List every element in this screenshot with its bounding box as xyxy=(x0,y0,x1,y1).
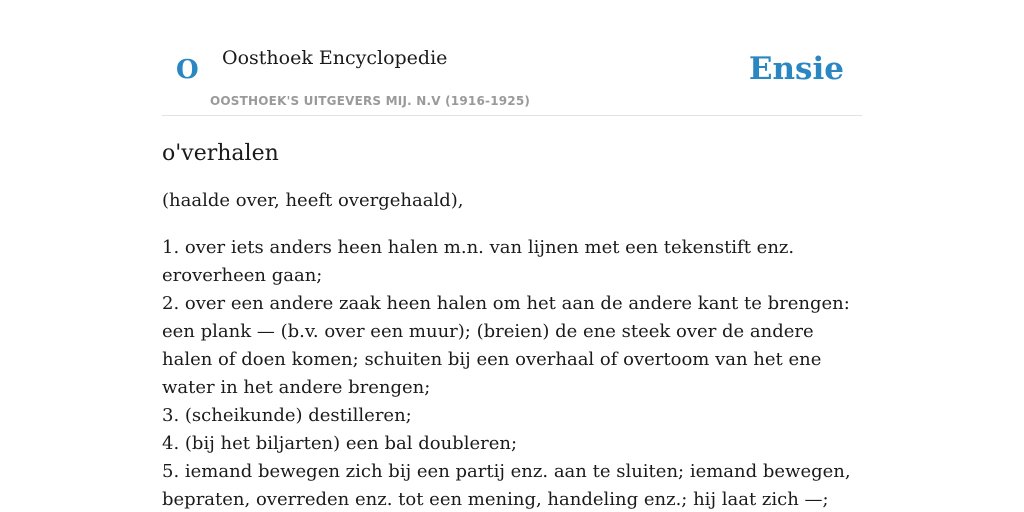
entry-content xyxy=(162,136,852,512)
encyclopedia-title-link[interactable]: Oosthoek Encyclopedie xyxy=(222,47,448,69)
definition-item: 4. (bij het biljarten) een bal doubleren; xyxy=(162,433,518,454)
entry-headword: o'verhalen xyxy=(162,141,279,166)
definition-item: 1. over iets anders heen halen m.n. van lijnen met een tekenstift enz. eroverheen gaan; xyxy=(162,237,795,286)
ensie-brand-link[interactable]: Ensie xyxy=(748,51,844,87)
publisher-label: OOSTHOEK'S UITGEVERS MIJ. N.V (1916-1925) xyxy=(210,94,531,108)
definition-item: 5. iemand bewegen zich bij een partij enz. aan te sluiten; iemand bewegen, bepraten, overreden enz. tot een mening, handeling enz.; hij laat zich —; xyxy=(162,461,851,510)
letter-logo[interactable]: O xyxy=(176,55,199,85)
entry-forms: (haalde over, heeft overgehaald), xyxy=(162,190,464,211)
definition-item: 3. (scheikunde) destilleren; xyxy=(162,405,412,426)
entry-definitions xyxy=(162,234,852,512)
definition-item: 2. over een andere zaak heen halen om het aan de andere kant te brengen: een plank — (b.v. over een muur); (breien) de ene steek over de andere halen of doen komen; schuiten bij een overhaal of overtoom van het ene water in het andere brengen; xyxy=(162,293,850,398)
site-header xyxy=(162,0,862,116)
